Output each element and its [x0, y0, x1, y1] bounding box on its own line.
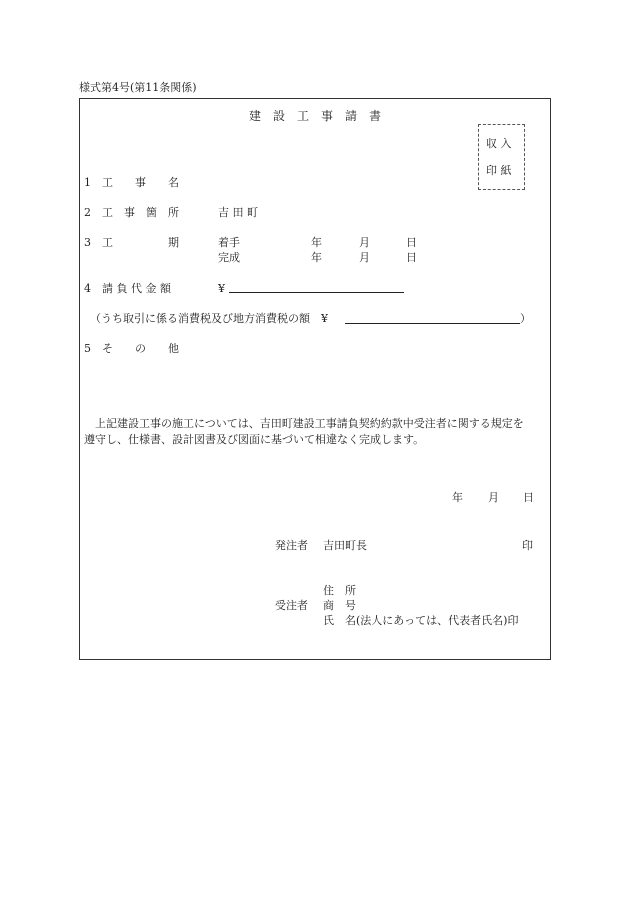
- contractor-address-label: 住 所: [323, 584, 356, 597]
- stamp-label-line1: 収 入: [486, 137, 512, 150]
- item3-label: 工 期: [102, 236, 179, 249]
- end-label: 完成: [218, 251, 240, 264]
- form-number: 様式第4号(第11条関係): [79, 81, 197, 94]
- item5-number: 5: [84, 342, 91, 355]
- start-label: 着手: [218, 236, 240, 249]
- document-title: 建 設 工 事 請 書: [249, 109, 382, 123]
- item5-label: そ の 他: [102, 342, 179, 355]
- end-year: 年: [311, 251, 322, 264]
- end-month: 月: [359, 251, 370, 264]
- item4-label: 請 負 代 金 額: [102, 282, 171, 295]
- start-year: 年: [311, 236, 322, 249]
- item2-value: 吉 田 町: [218, 206, 258, 219]
- date-day: 日: [523, 491, 534, 504]
- contractor-role: 受注者: [275, 599, 308, 612]
- tax-prefix: （うち取引に係る消費税及び地方消費税の額 ¥: [90, 312, 328, 325]
- stamp-label-line2: 印 紙: [486, 164, 512, 177]
- tax-suffix: ）: [520, 312, 531, 325]
- item2-number: 2: [84, 206, 91, 219]
- date-month: 月: [488, 491, 499, 504]
- end-day: 日: [406, 251, 417, 264]
- item1-label: 工 事 名: [102, 176, 179, 189]
- statement-line1: 上記建設工事の施工については、吉田町建設工事請負契約約款中受注者に関する規定を: [95, 417, 524, 430]
- tax-amount-line: [345, 323, 520, 324]
- item4-number: 4: [84, 282, 91, 295]
- start-day: 日: [406, 236, 417, 249]
- start-month: 月: [359, 236, 370, 249]
- contract-amount-yen: ¥: [218, 282, 225, 295]
- orderer-name: 吉田町長: [323, 539, 367, 552]
- date-year: 年: [452, 491, 463, 504]
- contractor-name-label: 氏 名(法人にあっては、代表者氏名)印: [323, 614, 519, 627]
- contractor-trade-name-label: 商 号: [323, 599, 356, 612]
- item1-number: 1: [84, 176, 91, 189]
- revenue-stamp-box: [478, 124, 525, 190]
- orderer-seal: 印: [522, 539, 533, 552]
- orderer-role: 発注者: [275, 539, 308, 552]
- statement-line2: 遵守し、仕様書、設計図書及び図面に基づいて相違なく完成します。: [84, 433, 425, 446]
- contract-amount-line: [229, 292, 404, 293]
- item3-number: 3: [84, 236, 91, 249]
- item2-label: 工 事 箇 所: [102, 206, 179, 219]
